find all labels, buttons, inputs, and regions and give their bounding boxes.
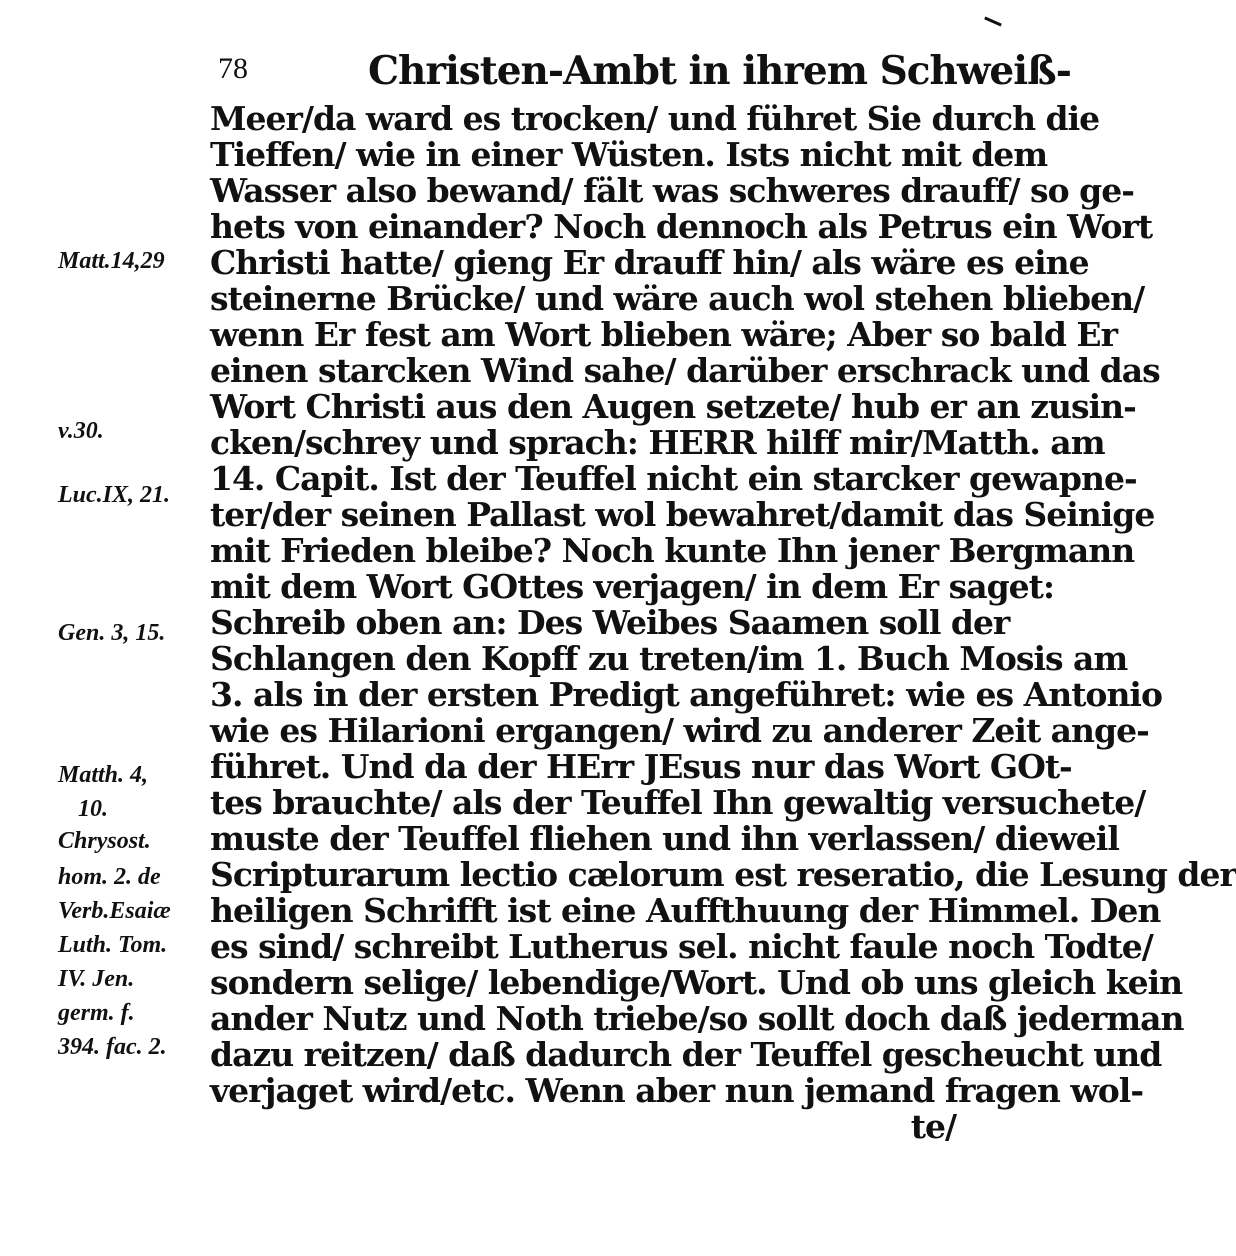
text-line: 14. Capit. Ist der Teuffel nicht ein starcker gewapne-	[210, 459, 1137, 498]
text-line: Tieffen/ wie in einer Wüsten. Ists nicht mit dem	[210, 135, 1048, 174]
text-line: Christi hatte/ gieng Er drauff hin/ als wäre es eine	[210, 243, 1089, 282]
text-line: es sind/ schreibt Lutherus sel. nicht faule noch Todte/	[210, 927, 1153, 966]
margin-note: Matth. 4,	[58, 762, 149, 788]
margin-note: Verb.Esaiæ	[58, 898, 171, 924]
text-line: einen starcken Wind sahe/ darüber erschrack und das	[210, 351, 1160, 390]
text-line: tes brauchte/ als der Teuffel Ihn gewaltig versuchete/	[210, 783, 1146, 822]
body-text	[210, 99, 1236, 1146]
corner-mark	[984, 16, 1002, 26]
margin-note: germ. f.	[58, 1000, 135, 1026]
text-line: sondern selige/ lebendige/Wort. Und ob uns gleich kein	[210, 963, 1183, 1002]
margin-note: hom. 2. de	[58, 864, 161, 890]
text-line: mit dem Wort GOttes verjagen/ in dem Er saget:	[210, 567, 1055, 606]
running-head: Christen-Ambt in ihrem Schweiß-	[368, 48, 1071, 94]
text-line: dazu reitzen/ daß dadurch der Teuffel gescheucht und	[210, 1035, 1162, 1074]
text-line: verjaget wird/etc. Wenn aber nun jemand fragen wol-	[210, 1071, 1144, 1110]
text-line: steinerne Brücke/ und wäre auch wol stehen blieben/	[210, 279, 1145, 318]
text-line: ter/der seinen Pallast wol bewahret/damit das Seinige	[210, 495, 1155, 534]
text-line: hets von einander? Noch dennoch als Petrus ein Wort	[210, 207, 1153, 246]
margin-note: Chrysost.	[58, 828, 151, 854]
margin-note: v.30.	[58, 418, 104, 444]
text-line: 3. als in der ersten Predigt angeführet: wie es Antonio	[210, 675, 1162, 714]
text-line: mit Frieden bleibe? Noch kunte Ihn jener Bergmann	[210, 531, 1135, 570]
margin-note: Luth. Tom.	[58, 932, 168, 958]
margin-note: IV. Jen.	[58, 966, 135, 992]
text-line: Meer/da ward es trocken/ und führet Sie durch die	[210, 99, 1100, 138]
margin-notes	[58, 0, 208, 1256]
text-line: wie es Hilarioni ergangen/ wird zu anderer Zeit ange-	[210, 711, 1149, 750]
page-header	[218, 44, 1071, 94]
text-line: ander Nutz und Noth triebe/so sollt doch daß jederman	[210, 999, 1184, 1038]
text-line: Schreib oben an: Des Weibes Saamen soll der	[210, 603, 1010, 642]
margin-note: 10.	[78, 796, 108, 822]
margin-note: Gen. 3, 15.	[58, 620, 166, 646]
page-number: 78	[218, 52, 248, 85]
text-line: Schlangen den Kopff zu treten/im 1. Buch Mosis am	[210, 639, 1128, 678]
text-line: wenn Er fest am Wort blieben wäre; Aber so bald Er	[210, 315, 1117, 354]
text-line: Wasser also bewand/ fält was schweres drauff/ so ge-	[210, 171, 1134, 210]
text-line: muste der Teuffel fliehen und ihn verlassen/ dieweil	[210, 819, 1119, 858]
margin-note: Luc.IX, 21.	[58, 482, 171, 508]
text-line: Scripturarum lectio cælorum est reseratio, die Lesung der	[210, 855, 1236, 894]
margin-note: Matt.14,29	[58, 248, 165, 274]
text-line: Wort Christi aus den Augen setzete/ hub er an zusin-	[210, 387, 1136, 426]
text-line: heiligen Schrifft ist eine Auffthuung der Himmel. Den	[210, 891, 1161, 930]
margin-note: 394. fac. 2.	[58, 1034, 167, 1060]
catchword: te/	[910, 1107, 956, 1146]
text-line: führet. Und da der HErr JEsus nur das Wort GOt-	[210, 747, 1072, 786]
text-line: cken/schrey und sprach: HERR hilff mir/Matth. am	[210, 423, 1105, 462]
